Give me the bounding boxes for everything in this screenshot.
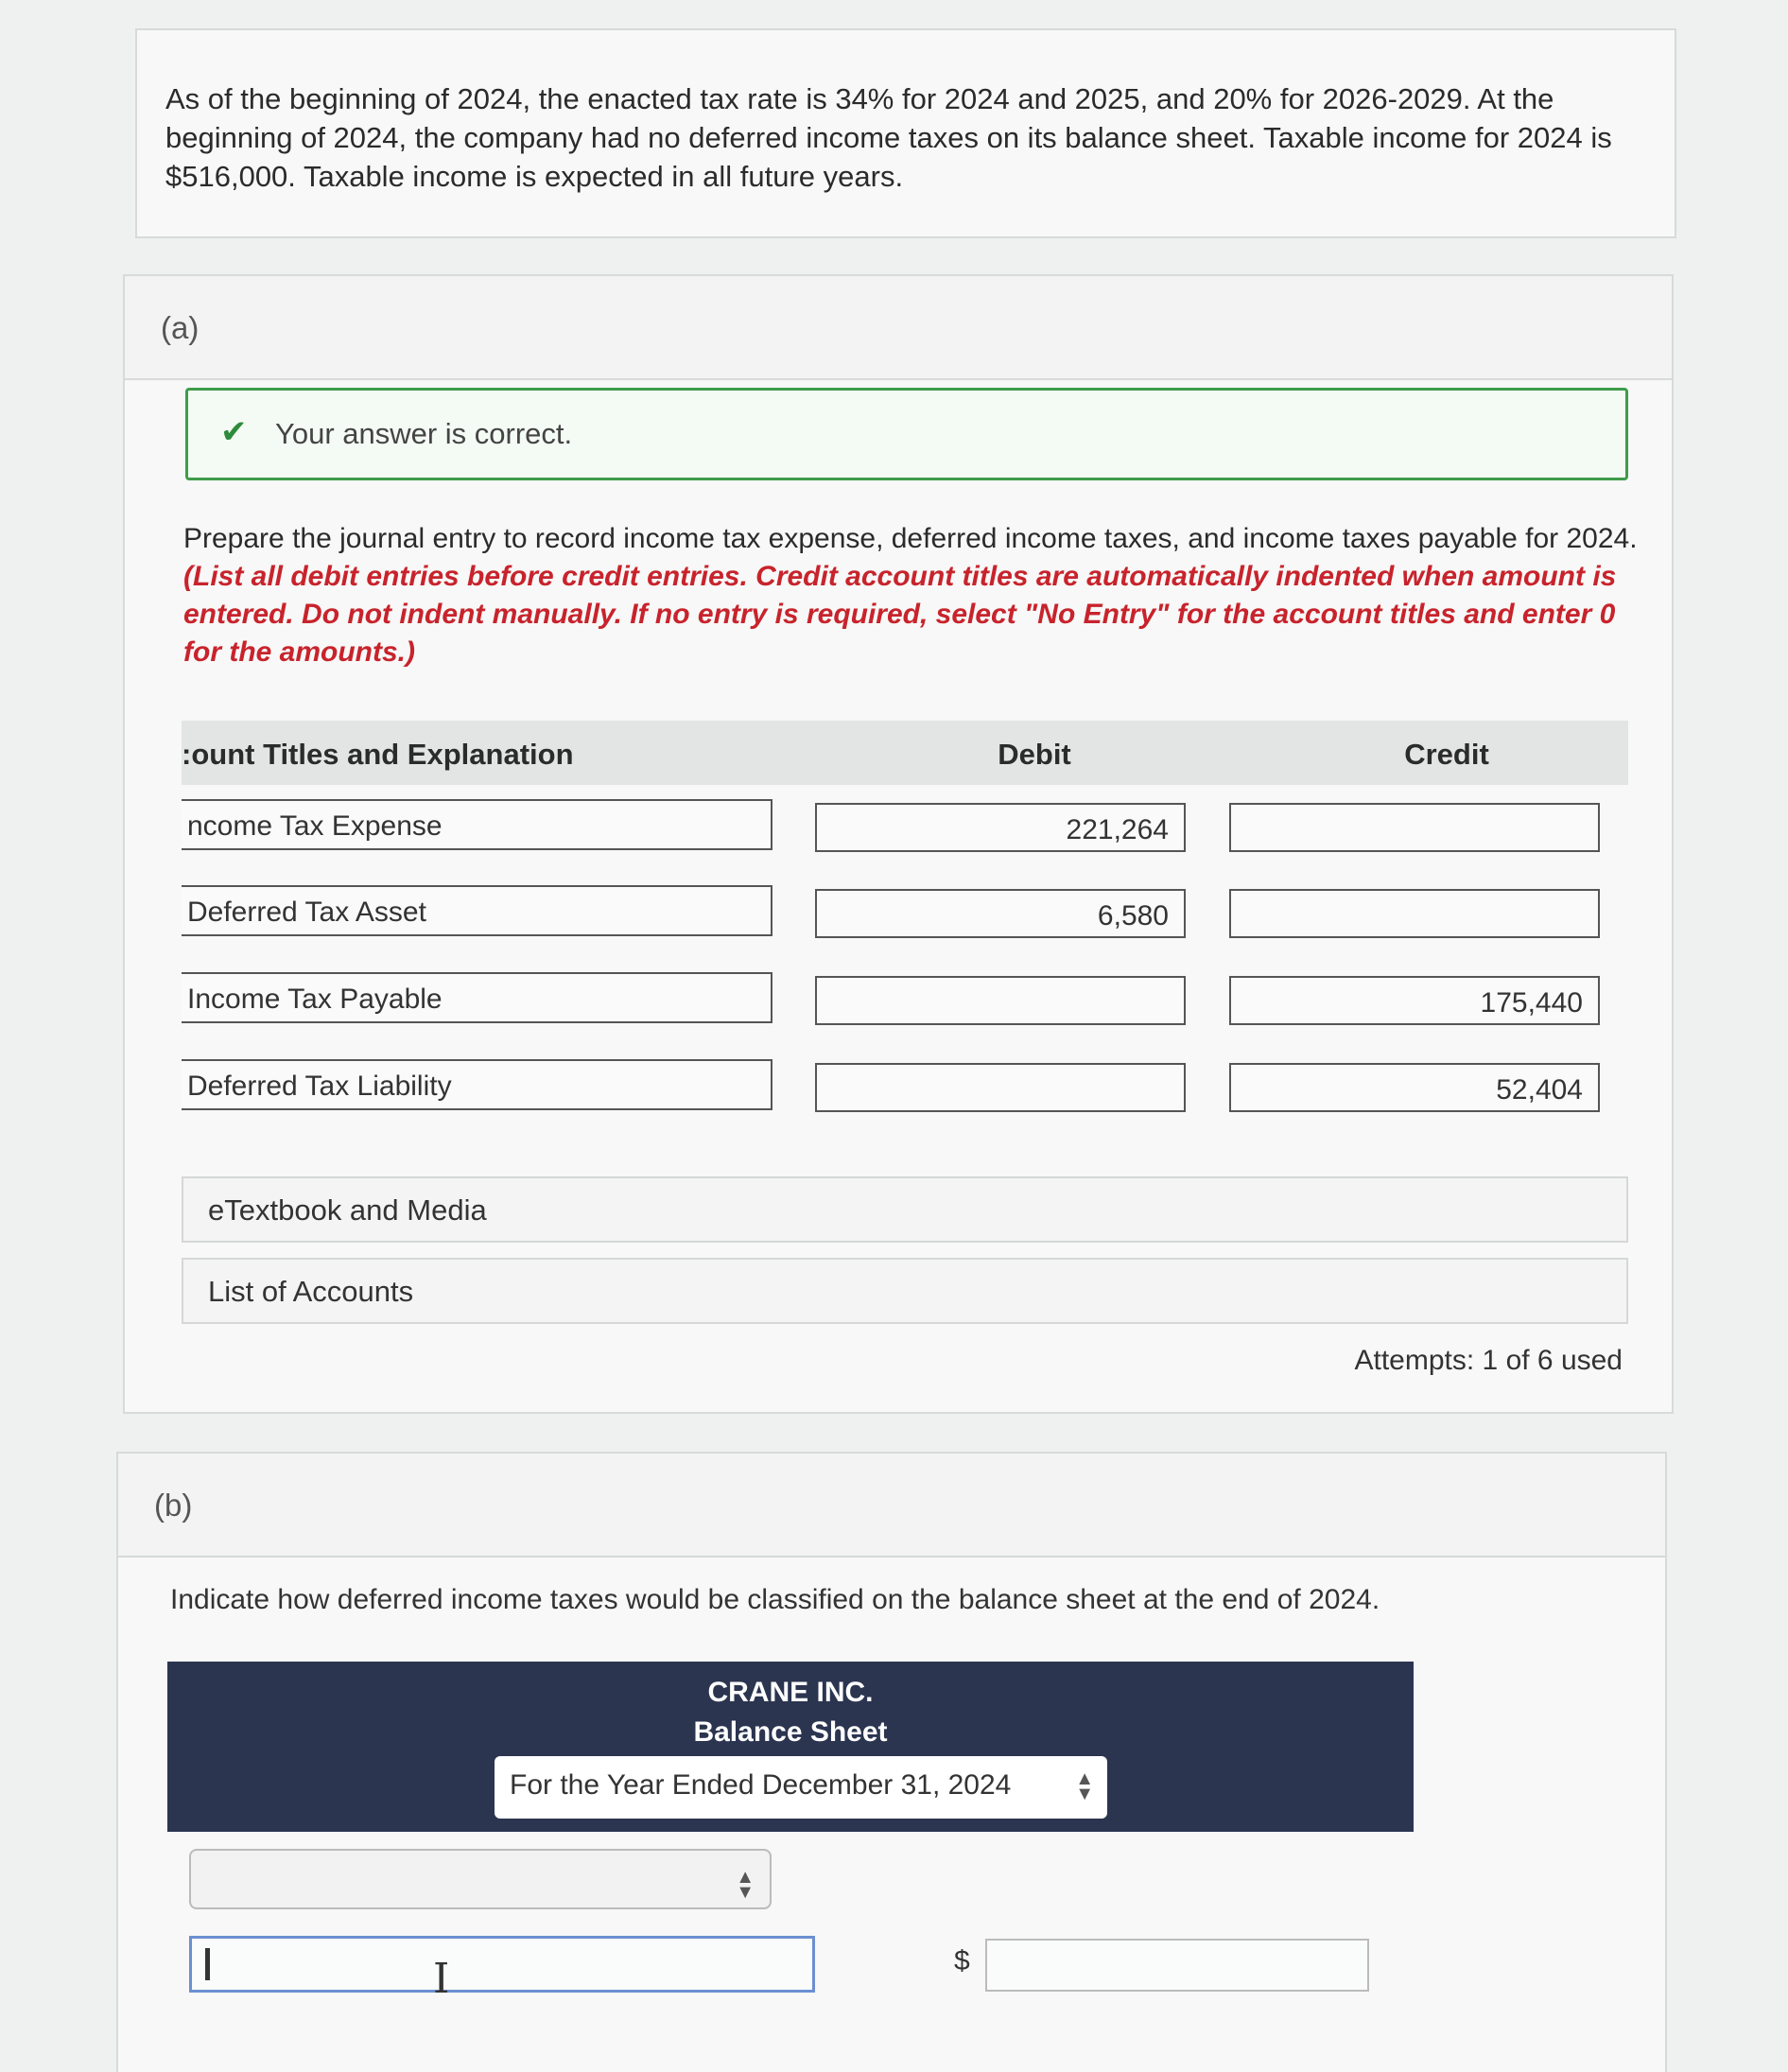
statement-title: Balance Sheet xyxy=(693,1716,888,1748)
credit-input[interactable]: 175,440 xyxy=(1229,976,1600,1025)
period-value: For the Year Ended December 31, 2024 xyxy=(510,1769,1012,1801)
account-title-input[interactable]: Income Tax Payable xyxy=(182,972,772,1023)
line-item-input[interactable] xyxy=(189,1936,815,1993)
part-a-header xyxy=(125,276,1672,380)
part-b-header xyxy=(118,1454,1665,1558)
debit-input[interactable] xyxy=(815,976,1186,1025)
journal-table-header xyxy=(182,721,1628,785)
account-title-input[interactable]: ncome Tax Expense xyxy=(182,799,772,850)
classification-select[interactable] xyxy=(189,1849,772,1909)
select-arrows-icon: ▲ ▼ xyxy=(736,1867,755,1903)
journal-row xyxy=(182,885,1628,938)
feedback-text: Your answer is correct. xyxy=(275,417,573,450)
credit-input[interactable] xyxy=(1229,803,1600,852)
account-title-input[interactable]: Deferred Tax Asset xyxy=(182,885,772,936)
etextbook-link[interactable]: eTextbook and Media xyxy=(182,1176,1628,1243)
dollar-sign: $ xyxy=(954,1945,970,1976)
debit-input[interactable]: 221,264 xyxy=(815,803,1186,852)
instruction-emphasis: (List all debit entries before credit entries. Credit account titles are automatically indented when amount is entered. Do not indent manually. If no entry is required, select "No Entry" for the account titles and enter 0 for the amounts.) xyxy=(183,561,1617,668)
header-debit: Debit xyxy=(998,738,1071,771)
text-caret xyxy=(205,1948,210,1980)
instruction-text: Prepare the journal entry to record income tax expense, deferred income taxes, and income taxes payable for 2024. xyxy=(183,523,1638,554)
check-icon: ✔ xyxy=(220,414,248,450)
part-a-label: (a) xyxy=(161,310,200,345)
attempts-counter: Attempts: 1 of 6 used xyxy=(1354,1345,1623,1376)
amount-input[interactable] xyxy=(985,1939,1369,1992)
period-select[interactable] xyxy=(495,1756,1107,1819)
part-b-panel xyxy=(116,1452,1667,2072)
balance-sheet-header xyxy=(167,1662,1414,1832)
header-credit: Credit xyxy=(1404,738,1489,771)
debit-input[interactable]: 6,580 xyxy=(815,889,1186,938)
header-account-titles: :ount Titles and Explanation xyxy=(182,738,574,771)
journal-row xyxy=(182,799,1628,852)
balance-sheet-instruction: Indicate how deferred income taxes would be classified on the balance sheet at the end of 2024. xyxy=(170,1584,1380,1615)
text-cursor-icon: I xyxy=(433,1955,450,2003)
problem-text: As of the beginning of 2024, the enacted tax rate is 34% for 2024 and 2025, and 20% for 2026-2029. At the beginning of 2024, the company had no deferred income taxes on its balance sheet. Taxable income for 2024 is $516,000. Taxable income is expected in all future years. xyxy=(165,82,1612,193)
journal-row xyxy=(182,972,1628,1025)
select-arrows-icon: ▲ ▼ xyxy=(1075,1768,1094,1804)
account-title-input[interactable]: Deferred Tax Liability xyxy=(182,1059,772,1110)
company-name: CRANE INC. xyxy=(707,1677,874,1708)
part-b-label: (b) xyxy=(154,1488,193,1523)
correct-feedback xyxy=(185,388,1628,480)
list-of-accounts-link[interactable]: List of Accounts xyxy=(182,1258,1628,1324)
debit-input[interactable] xyxy=(815,1063,1186,1112)
journal-instruction xyxy=(183,520,1640,671)
part-a-panel xyxy=(123,274,1674,1414)
credit-input[interactable]: 52,404 xyxy=(1229,1063,1600,1112)
journal-row xyxy=(182,1059,1628,1112)
credit-input[interactable] xyxy=(1229,889,1600,938)
problem-statement xyxy=(135,28,1676,238)
